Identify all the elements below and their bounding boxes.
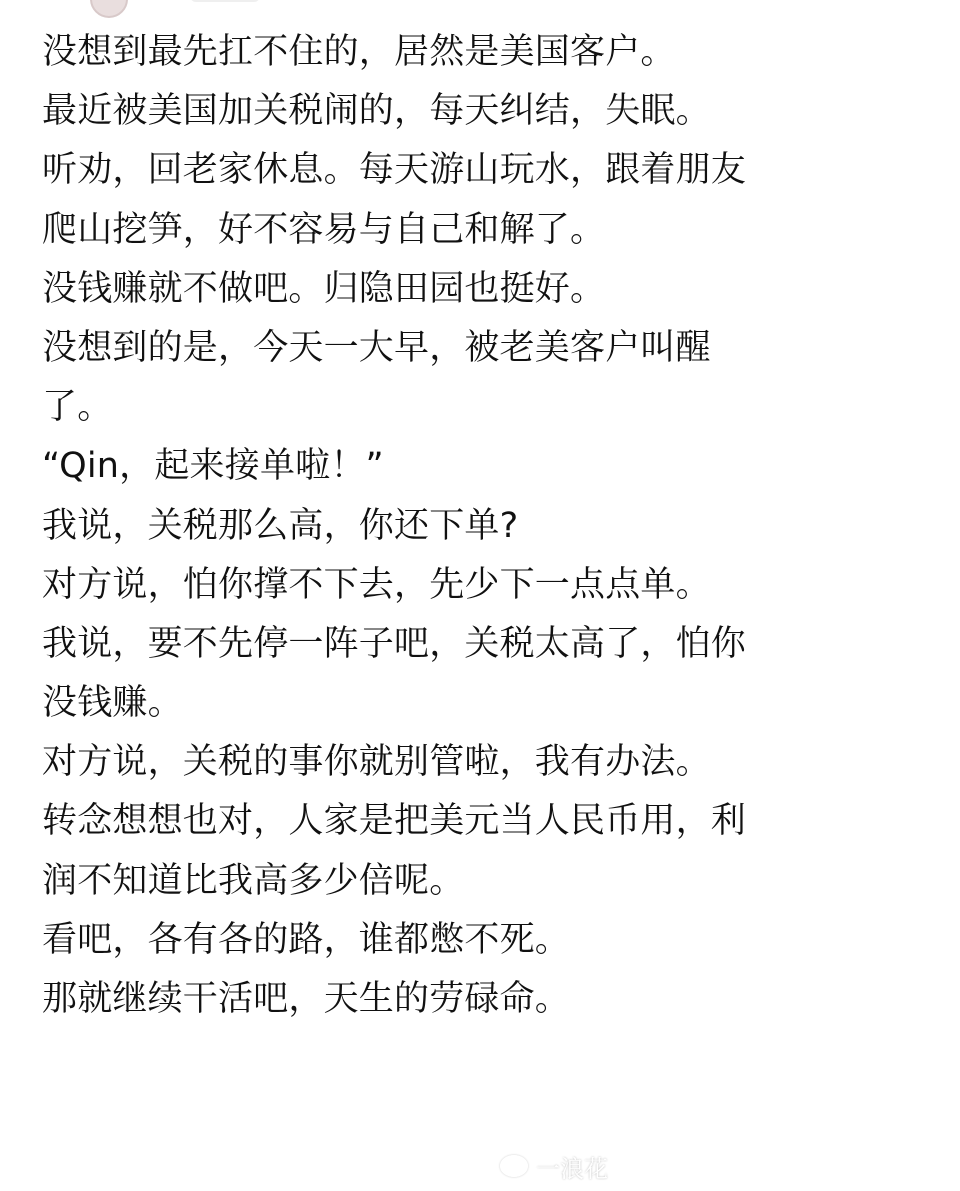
post-line: 了。 (42, 387, 113, 428)
post-line: “Qin，起来接单啦！” (42, 446, 384, 487)
post-line: 没想到的是，今天一大早，被老美客户叫醒 (42, 327, 711, 368)
post-line: 润不知道比我高多少倍呢。 (42, 860, 465, 901)
post-line: 我说，要不先停一阵子吧，关税太高了，怕你 (42, 623, 747, 664)
post-line: 没钱赚就不做吧。归隐田园也挺好。 (42, 268, 606, 309)
post-line: 听劝，回老家休息。每天游山玩水，跟着朋友 (42, 150, 747, 191)
post-line: 对方说，关税的事你就别管啦，我有办法。 (42, 742, 711, 783)
post-line: 那就继续干活吧，天生的劳碌命。 (42, 979, 571, 1019)
weibo-icon (500, 1155, 528, 1177)
post-line: 爬山挖笋，好不容易与自己和解了。 (42, 209, 606, 250)
post-line: 对方说，怕你撑不下去，先少下一点点单。 (42, 564, 711, 605)
post-line: 看吧，各有各的路，谁都憋不死。 (42, 919, 571, 960)
post-line: 我说，关税那么高，你还下单? (42, 505, 519, 546)
post-line: 没钱赚。 (42, 683, 183, 724)
post-body (42, 23, 902, 1029)
post-line: 转念想想也对，人家是把美元当人民币用，利 (42, 801, 747, 842)
avatar[interactable] (90, 0, 128, 18)
watermark-text: 一浪花 (536, 1154, 608, 1183)
weibo-watermark (500, 1144, 608, 1188)
post-line: 最近被美国加关税闹的，每天纠结，失眠。 (42, 91, 711, 132)
username-fragment[interactable] (190, 0, 260, 2)
post-line: 没想到最先扛不住的，居然是美国客户。 (42, 32, 676, 72)
